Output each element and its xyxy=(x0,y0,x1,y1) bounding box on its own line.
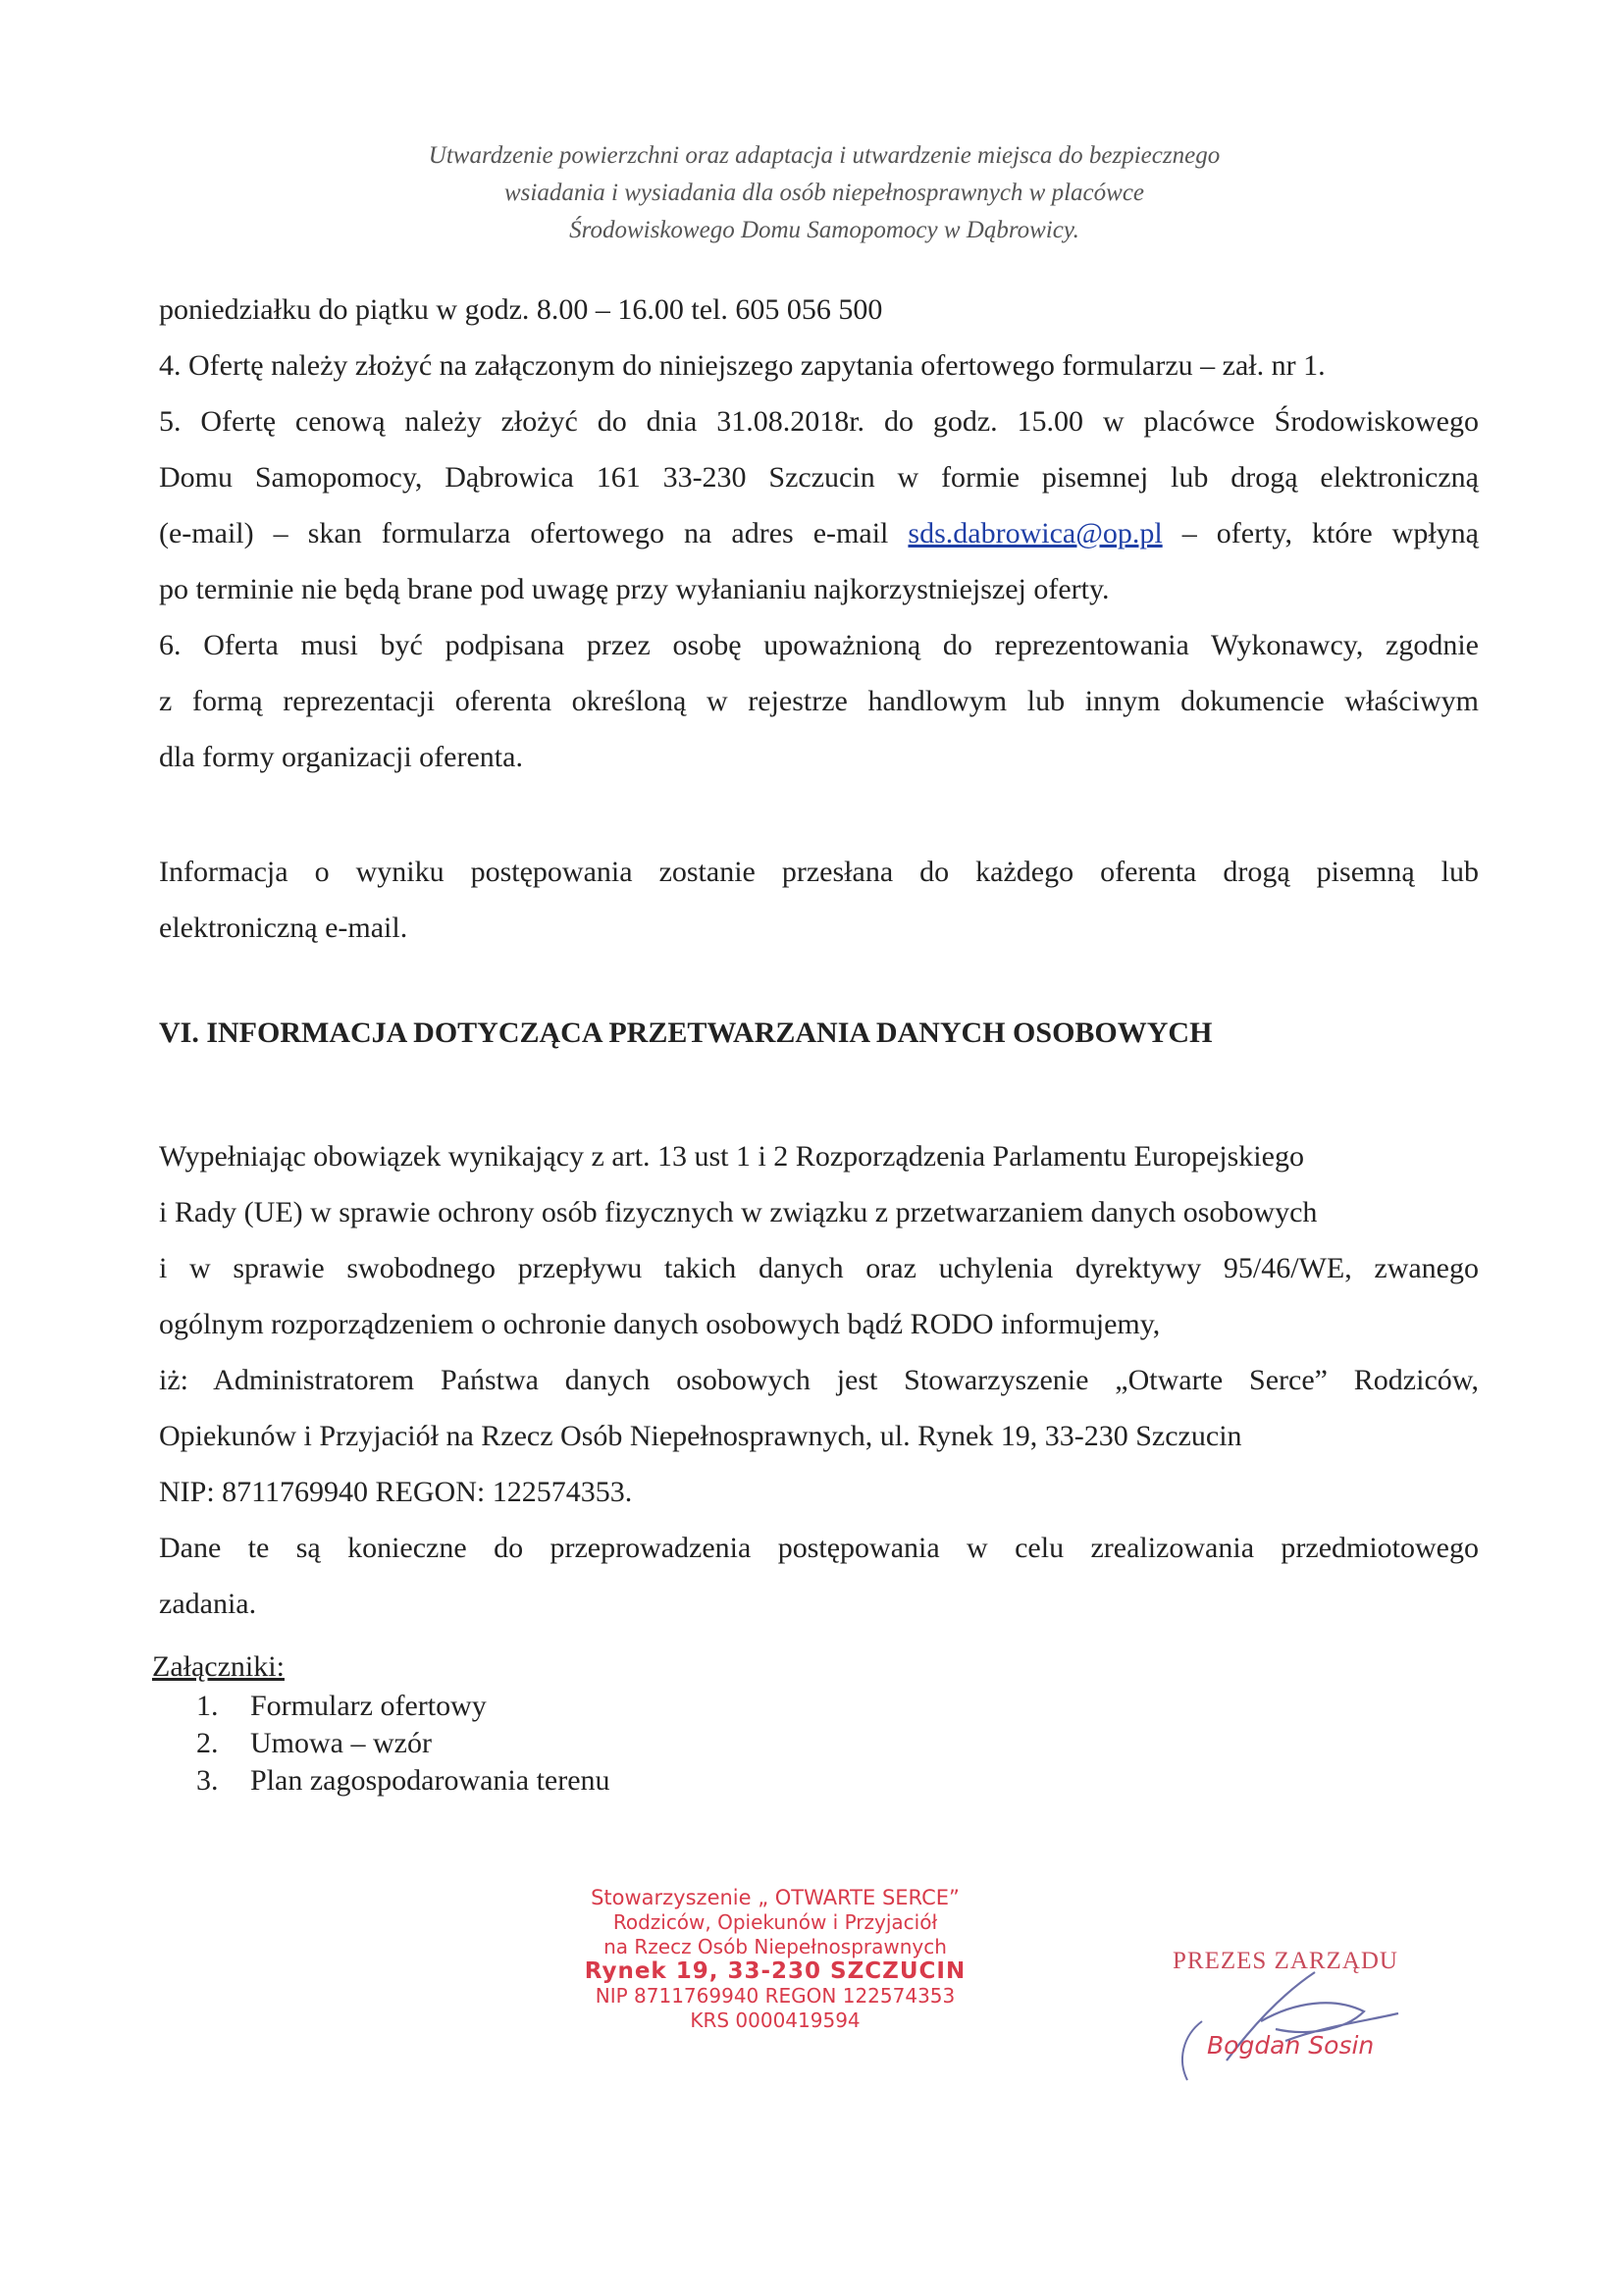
text-line: i Rady (UE) w sprawie ochrony osób fizycznych w związku z przetwarzaniem danych osobowych xyxy=(159,1196,1318,1228)
document-header xyxy=(294,137,1354,249)
header-line: Utwardzenie powierzchni oraz adaptacja i utwardzenie miejsca do bezpiecznego xyxy=(428,142,1221,169)
text-line: Informacja o wyniku postępowania zostanie przesłana do każdego oferenta drogą pisemną lub xyxy=(159,856,1479,888)
text-line: z formą reprezentacji oferenta określoną w rejestrze handlowym lub innym dokumencie właściwym xyxy=(159,685,1479,717)
organization-stamp xyxy=(520,1886,1030,2033)
signature-title: PREZES ZARZĄDU xyxy=(1173,1948,1398,1974)
header-line: wsiadania i wysiadania dla osób niepełnosprawnych w placówce xyxy=(503,180,1145,206)
text-line: ogólnym rozporządzeniem o ochronie danych osobowych bądź RODO informujemy, xyxy=(159,1308,1161,1340)
text-line xyxy=(159,505,1479,561)
signature-name: Bogdan Sosin xyxy=(1207,2031,1375,2060)
item-4: 4. Ofertę należy złożyć na załączonym do niniejszego zapytania ofertowego formularzu – zał. nr 1. xyxy=(159,349,1326,382)
text-line: elektroniczną e-mail. xyxy=(159,912,408,944)
attachments-title: Załączniki: xyxy=(152,1650,285,1683)
text-line: dla formy organizacji oferenta. xyxy=(159,741,523,773)
text-line: 5. Ofertę cenową należy złożyć do dnia 31.08.2018r. do godz. 15.00 w placówce Środowiskowego xyxy=(159,405,1479,438)
text-line: Domu Samopomocy, Dąbrowica 161 33-230 Szczucin w formie pisemnej lub drogą elektroniczną xyxy=(159,461,1479,494)
item-6 xyxy=(159,617,1479,785)
stamp-line: Rodziców, Opiekunów i Przyjaciół xyxy=(612,1910,938,1934)
text-line: iż: Administratorem Państwa danych osobowych jest Stowarzyszenie „Otwarte Serce” Rodziców, xyxy=(159,1364,1479,1396)
text-line: po terminie nie będą brane pod uwagę przy wyłanianiu najkorzystniejszej oferty. xyxy=(159,573,1110,605)
item-5 xyxy=(159,393,1479,617)
attachments-list xyxy=(196,1688,610,1800)
stamp-line: Stowarzyszenie „ OTWARTE SERCE” xyxy=(591,1886,960,1909)
paragraph-office-hours xyxy=(159,282,1479,393)
text-line: NIP: 8711769940 REGON: 122574353. xyxy=(159,1476,633,1508)
text-line: Opiekunów i Przyjaciół na Rzecz Osób Niepełnosprawnych, ul. Rynek 19, 33-230 Szczucin xyxy=(159,1420,1242,1452)
text-line: i w sprawie swobodnego przepływu takich danych oraz uchylenia dyrektywy 95/46/WE, zwanego xyxy=(159,1252,1479,1284)
section-heading: VI. INFORMACJA DOTYCZĄCA PRZETWARZANIA DANYCH OSOBOWYCH xyxy=(159,1017,1213,1049)
paragraph-gdpr xyxy=(159,1128,1479,1632)
list-item: 3. Plan zagospodarowania terenu xyxy=(196,1764,610,1797)
text-line: Dane te są konieczne do przeprowadzenia postępowania w celu zrealizowania przedmiotowego xyxy=(159,1532,1479,1564)
text-line: zadania. xyxy=(159,1588,257,1620)
email-link[interactable]: sds.dabrowica@op.pl xyxy=(908,517,1163,549)
text-line: 6. Oferta musi być podpisana przez osobę upoważnioną do reprezentowania Wykonawcy, zgodnie xyxy=(159,629,1479,661)
stamp-line: Rynek 19, 33-230 SZCZUCIN xyxy=(584,1958,967,1984)
text-line: Wypełniając obowiązek wynikający z art. 13 ust 1 i 2 Rozporządzenia Parlamentu Europejskiego xyxy=(159,1140,1304,1173)
stamp-line: KRS 0000419594 xyxy=(690,2009,861,2032)
text-fragment: (e-mail) – skan formularza ofertowego na adres e-mail xyxy=(159,517,889,549)
paragraph-result-info xyxy=(159,844,1479,956)
text-line: poniedziałku do piątku w godz. 8.00 – 16.00 tel. 605 056 500 xyxy=(159,293,883,326)
stamp-line: NIP 8711769940 REGON 122574353 xyxy=(595,1984,956,2008)
list-item: 1. Formularz ofertowy xyxy=(196,1690,487,1722)
header-line: Środowiskowego Domu Samopomocy w Dąbrowicy. xyxy=(569,217,1079,243)
text-fragment: – oferty, które wpłyną xyxy=(1181,517,1479,549)
list-item: 2. Umowa – wzór xyxy=(196,1727,432,1759)
stamp-line: na Rzecz Osób Niepełnosprawnych xyxy=(603,1935,947,1958)
